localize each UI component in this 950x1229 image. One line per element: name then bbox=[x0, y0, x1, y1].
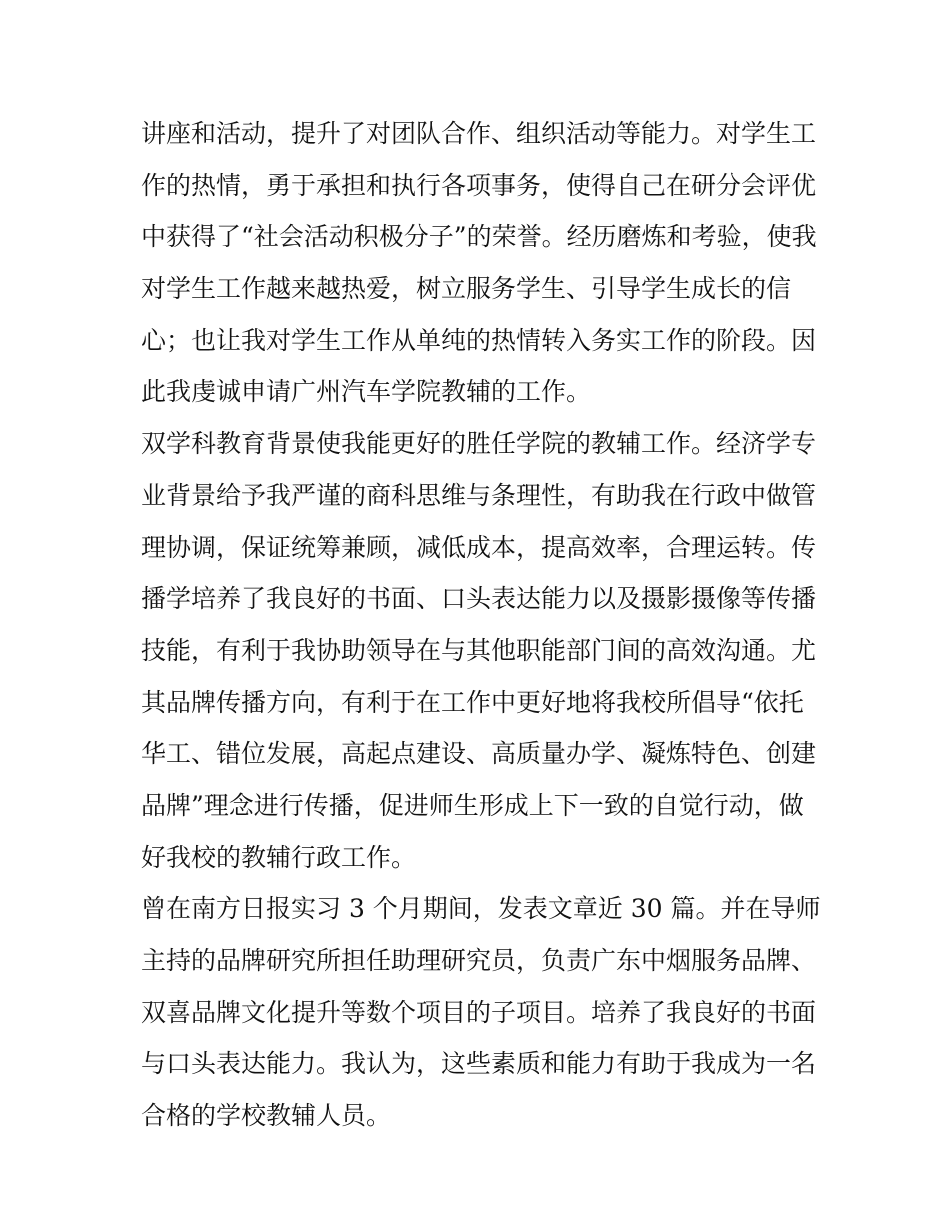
paragraph-3 bbox=[141, 883, 821, 1141]
paragraph-2 bbox=[141, 418, 821, 883]
text-line: 业背景给予我严谨的商科思维与条理性，有助我在行政中做管 bbox=[141, 480, 817, 510]
text-line: 曾在南方日报实习 3 个月期间，发表文章近 30 篇。并在导师 bbox=[141, 894, 821, 924]
text-line: 品牌”理念进行传播，促进师生形成上下一致的自觉行动，做 bbox=[141, 790, 804, 820]
text-line: 与口头表达能力。我认为，这些素质和能力有助于我成为一名 bbox=[141, 1049, 817, 1079]
text-line: 好我校的教辅行政工作。 bbox=[141, 842, 417, 872]
text-line: 双学科教育背景使我能更好的胜任学院的教辅工作。经济学专 bbox=[141, 429, 817, 459]
text-line: 播学培养了我良好的书面、口头表达能力以及摄影摄像等传播 bbox=[141, 584, 817, 614]
text-line: 主持的品牌研究所担任助理研究员，负责广东中烟服务品牌、 bbox=[141, 946, 817, 975]
text-line: 华工、错位发展，高起点建设、高质量办学、凝炼特色、创建 bbox=[141, 739, 817, 769]
text-line: 讲座和活动，提升了对团队合作、组织活动等能力。对学生工 bbox=[141, 119, 817, 148]
text-line: 中获得了“社会活动积极分子”的荣誉。经历磨炼和考验，使我 bbox=[141, 222, 817, 252]
text-line: 对学生工作越来越热爱，树立服务学生、引导学生成长的信 bbox=[141, 274, 792, 304]
text-line: 心；也让我对学生工作从单纯的热情转入务实工作的阶段。因 bbox=[141, 325, 817, 355]
text-line: 合格的学校教辅人员。 bbox=[141, 1101, 392, 1131]
text-line: 作的热情，勇于承担和执行各项事务，使得自己在研分会评优 bbox=[141, 170, 817, 200]
paragraph-1 bbox=[141, 108, 821, 418]
document-body bbox=[141, 108, 821, 1142]
text-line: 技能，有利于我协助领导在与其他职能部门间的高效沟通。尤 bbox=[141, 635, 817, 665]
text-line: 理协调，保证统筹兼顾，减低成本，提高效率，合理运转。传 bbox=[141, 532, 817, 562]
text-line: 其品牌传播方向，有利于在工作中更好地将我校所倡导“依托 bbox=[141, 687, 804, 717]
text-line: 双喜品牌文化提升等数个项目的子项目。培养了我良好的书面 bbox=[141, 997, 817, 1027]
text-line: 此我虔诚申请广州汽车学院教辅的工作。 bbox=[141, 377, 592, 407]
